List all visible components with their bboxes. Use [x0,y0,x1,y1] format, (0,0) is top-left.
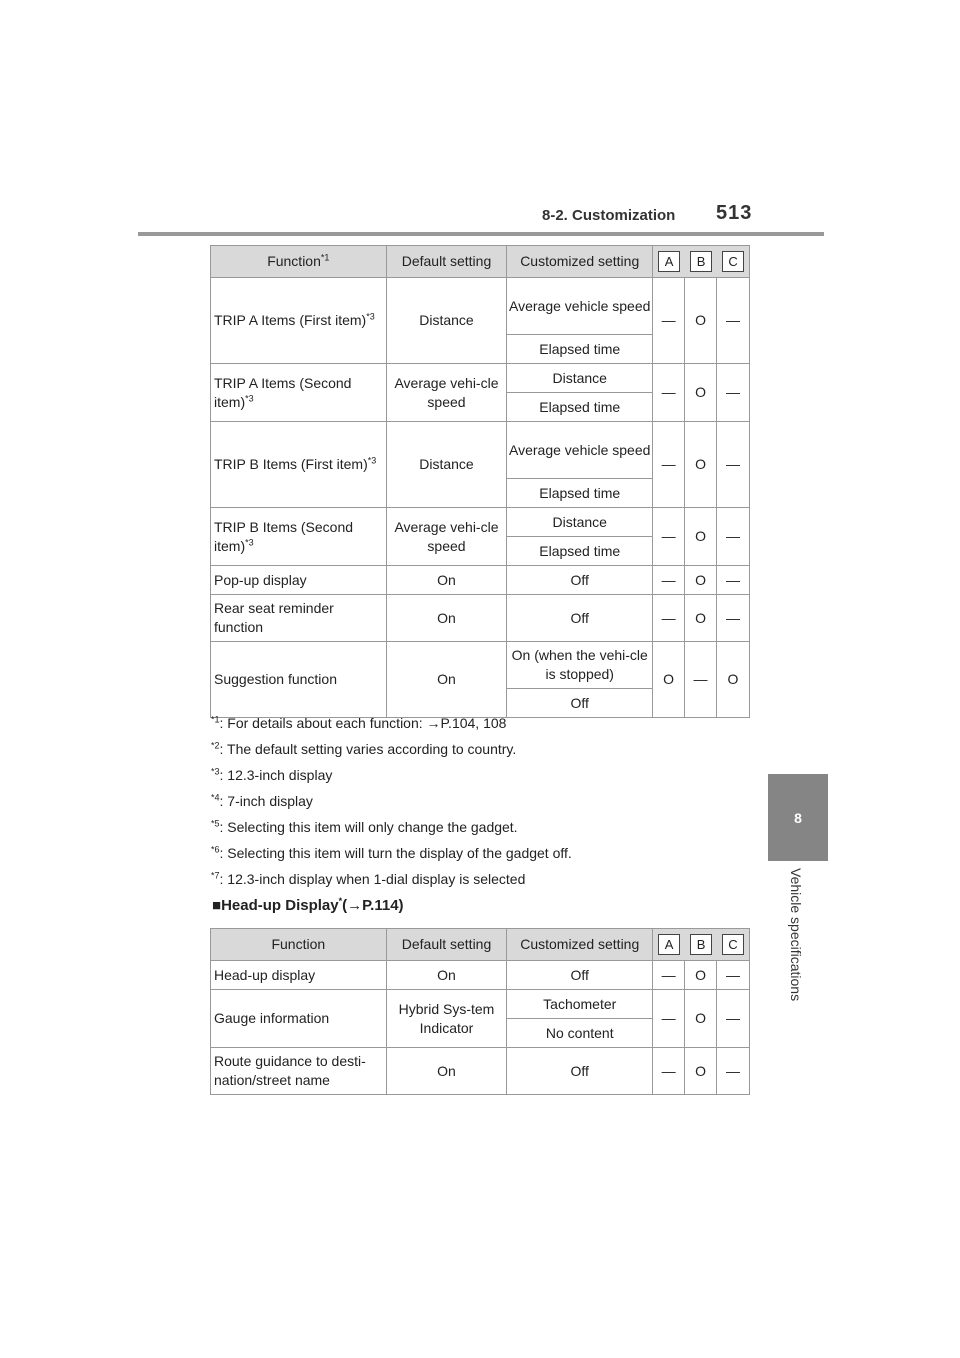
row-function: Gauge information [211,990,387,1048]
row-function: Pop-up display [211,566,387,595]
row-default: Distance [386,422,507,508]
customization-table-2 [210,928,750,1095]
row-default: On [386,642,507,718]
row-option: Distance [507,364,653,393]
footnote: $^{*1}$: For details about each function: →P.104, 108 [211,714,507,731]
row-default: On [386,595,507,642]
chapter-tab-title: Vehicle specifications [788,868,804,1002]
row-a: O [653,642,685,718]
row-default: Average vehi-cle speed [386,364,507,422]
header-default-setting: Default setting [386,246,507,278]
row-a: — [653,364,685,422]
row-b: O [685,595,717,642]
row-b: O [685,961,717,990]
header-abc [653,929,750,961]
row-option: Off [507,961,653,990]
header-function: Function [211,929,387,961]
row-function: TRIP B Items (First item)$^{*3}$ [211,422,387,508]
row-c: — [717,595,750,642]
header-a-box: A [658,934,680,955]
header-function: Function$^{*1}$ [211,246,387,278]
row-b: O [685,508,717,566]
row-c: — [717,961,750,990]
header-abc [653,246,750,278]
row-option: Tachometer [507,990,653,1019]
row-function: Suggestion function [211,642,387,718]
row-a: — [653,508,685,566]
row-c: O [717,642,750,718]
row-function: Head-up display [211,961,387,990]
row-default: Distance [386,278,507,364]
row-function: TRIP B Items (Second item)$^{*3}$ [211,508,387,566]
page-reference-link[interactable]: (→P.114) [342,897,404,914]
row-c: — [717,278,750,364]
header-b-box: B [690,251,712,272]
row-a: — [653,595,685,642]
row-b: — [685,642,717,718]
row-c: — [717,422,750,508]
row-a: — [653,990,685,1048]
header-c-box: C [722,934,744,955]
row-option: Average vehicle speed [507,422,653,479]
row-a: — [653,278,685,364]
footnote: $^{*6}$: Selecting this item will turn the display of the gadget off. [211,844,572,861]
row-default: On [386,566,507,595]
row-b: O [685,1048,717,1095]
row-option: Elapsed time [507,479,653,508]
row-option: Off [507,1048,653,1095]
row-default: On [386,961,507,990]
row-option: Elapsed time [507,393,653,422]
section-heading-head-up-display: ■Head-up Display*(→P.114) [212,896,404,914]
header-customized-setting: Customized setting [507,929,653,961]
customization-table-1 [210,245,750,718]
header-a-box: A [658,251,680,272]
row-a: — [653,961,685,990]
row-c: — [717,990,750,1048]
header-c-box: C [722,251,744,272]
footnote: $^{*2}$: The default setting varies according to country. [211,740,517,757]
row-c: — [717,1048,750,1095]
row-default: Average vehi-cle speed [386,508,507,566]
footnote: $^{*4}$: 7-inch display [211,792,313,809]
row-c: — [717,508,750,566]
header-customized-setting: Customized setting [507,246,653,278]
row-default: On [386,1048,507,1095]
row-option: Off [507,566,653,595]
row-b: O [685,278,717,364]
footnote: $^{*7}$: 12.3-inch display when 1-dial display is selected [211,870,526,887]
row-option: Distance [507,508,653,537]
footnote: $^{*3}$: 12.3-inch display [211,766,333,783]
footnotes [211,710,572,892]
row-b: O [685,566,717,595]
square-bullet-icon: ■ [212,897,222,914]
row-function: TRIP A Items (First item)$^{*3}$ [211,278,387,364]
row-b: O [685,364,717,422]
row-option: Off [507,689,653,718]
header-b-box: B [690,934,712,955]
page-number: 513 [716,202,753,224]
row-a: — [653,1048,685,1095]
row-c: — [717,364,750,422]
row-default: Hybrid Sys-tem Indicator [386,990,507,1048]
row-function: Route guidance to desti-nation/street name [211,1048,387,1095]
footnote: $^{*5}$: Selecting this item will only change the gadget. [211,818,518,835]
row-c: — [717,566,750,595]
row-a: — [653,566,685,595]
row-b: O [685,990,717,1048]
chapter-tab-number: 8 [768,774,828,861]
row-b: O [685,422,717,508]
row-option: On (when the vehi-cle is stopped) [507,642,653,689]
row-option: Elapsed time [507,537,653,566]
row-option: Elapsed time [507,335,653,364]
row-a: — [653,422,685,508]
row-option: Off [507,595,653,642]
row-function: Rear seat reminder function [211,595,387,642]
section-header-title: 8-2. Customization [542,207,676,224]
header-rule [138,232,824,236]
header-default-setting: Default setting [386,929,507,961]
row-function: TRIP A Items (Second item)$^{*3}$ [211,364,387,422]
row-option: Average vehicle speed [507,278,653,335]
row-option: No content [507,1019,653,1048]
